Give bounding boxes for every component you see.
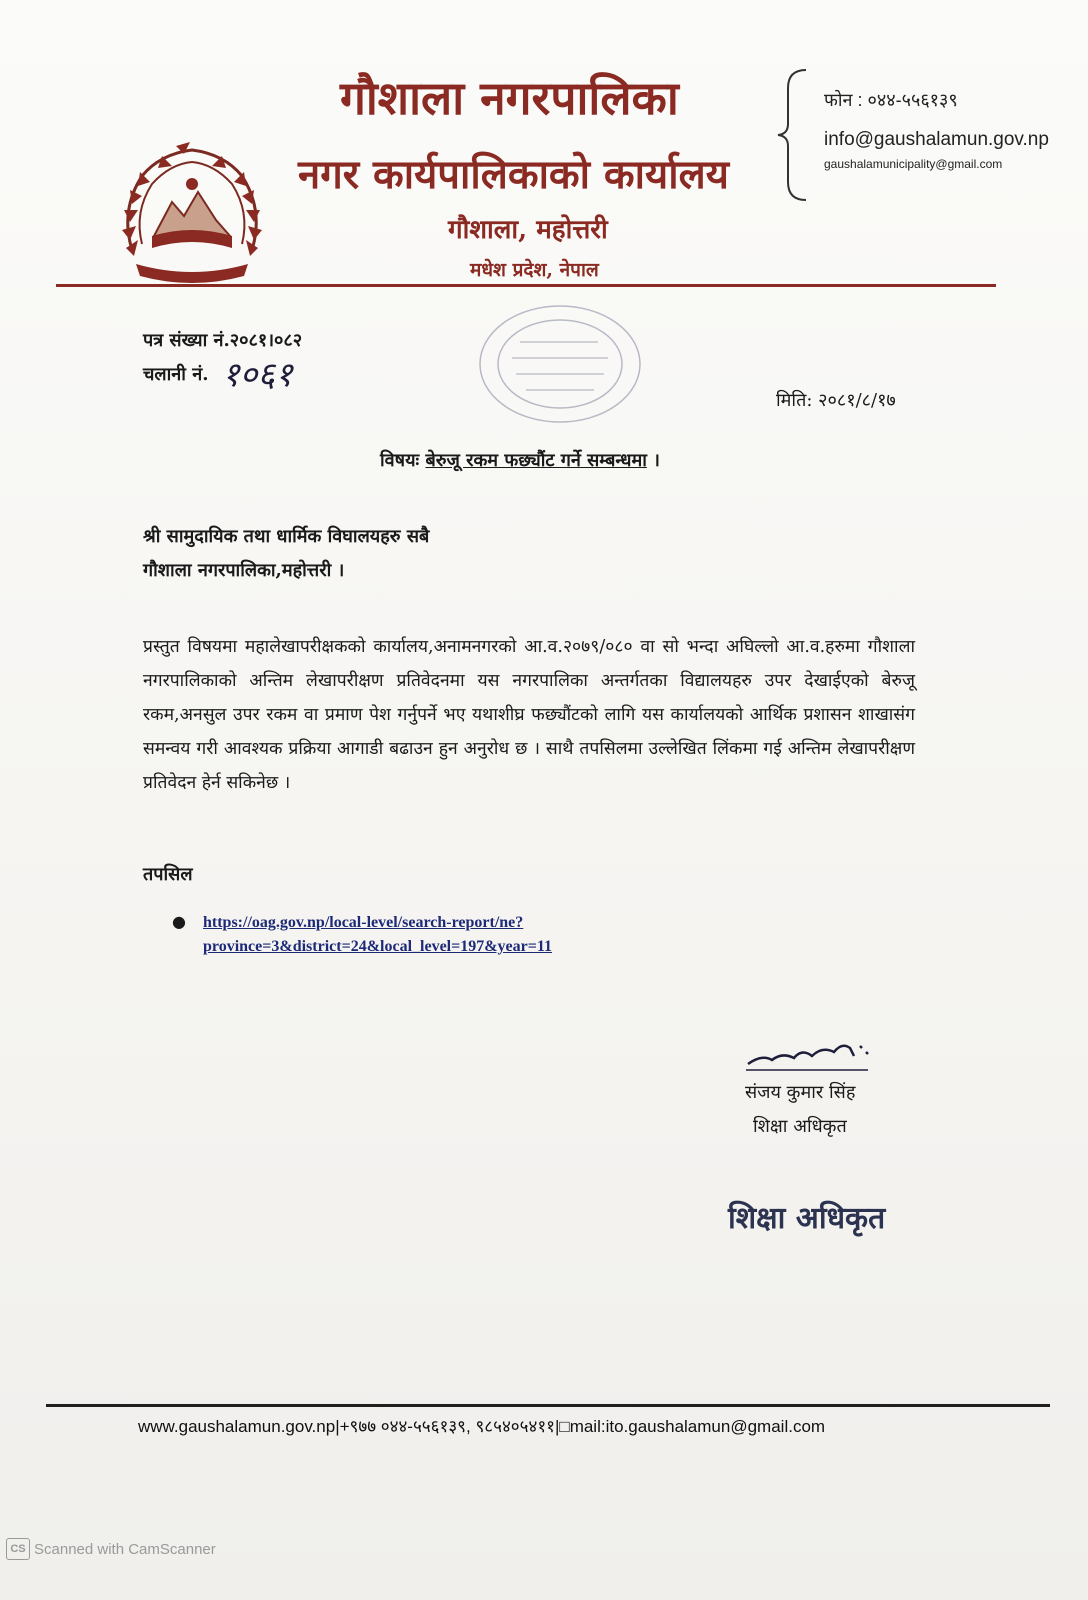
recipient-line-1: श्री सामुदायिक तथा धार्मिक विघालयहरु सबै — [143, 526, 430, 547]
designation-stamp: शिक्षा अधिकृत — [728, 1201, 886, 1236]
letter-body: प्रस्तुत विषयमा महालेखापरीक्षकको कार्यालय,अनामनगरको आ.व.२०७९/०८० वा सो भन्दा अघिल्लो आ.व.हरुमा गौशाला नगरपालिकाको अन्तिम लेखापरीक्षण प्रतिवेदनमा यस नगरपालिका अन्तर्गतका विद्यालयहरु उपर देखाईएको बेरुजू रकम,अनसुल उपर रकम वा प्रमाण पेश गर्नुपर्ने भए यथाशीघ्र फछ्यौंटको लागि यस कार्यालयको आर्थिक प्रशासन शाखासंग समन्वय गरी आवश्यक प्रक्रिया आगाडी बढाउन हुन अनुरोध छ । साथै तपसिलमा उल्लेखित लिंकमा गई अन्तिम लेखापरीक्षण प्रतिवेदन हेर्न सकिनेछ । — [143, 637, 915, 793]
brace-icon — [776, 68, 808, 202]
subject-label: विषयः — [380, 450, 420, 471]
phone-number: फोन : ०४४-५५६१३९ — [824, 90, 958, 110]
subject-text: बेरुजू रकम फछ्यौंट गर्ने सम्बन्धमा — [425, 450, 647, 471]
bullet-icon: ● — [172, 912, 186, 931]
dispatch-number: १०६१ — [222, 355, 293, 395]
subject-line — [380, 448, 660, 472]
office-location: गौशाला, महोत्तरी — [448, 215, 608, 245]
contact-block — [824, 88, 1074, 171]
municipality-name: गौशाला नगरपालिका — [340, 71, 679, 125]
header-divider — [56, 284, 996, 287]
audit-report-link[interactable]: https://oag.gov.np/local-level/search-report/ne?province=3&district=24&local_level=197&year=11 — [203, 914, 552, 955]
camscanner-logo-icon: CS — [6, 1538, 30, 1560]
footer-contact: www.gaushalamun.gov.np|+९७७ ०४४-५५६१३९, ९८५४०५४११|□mail:ito.gaushalamun@gmail.com — [138, 1417, 826, 1436]
nepal-emblem-icon — [112, 140, 272, 288]
letter-date: मिति: २०८१/८/१७ — [776, 390, 896, 411]
camscanner-label: Scanned with CamScanner — [34, 1540, 216, 1558]
primary-email: info@gaushalamun.gov.np — [824, 129, 1049, 150]
signature-icon — [742, 1034, 882, 1078]
signer-name: संजय कुमार सिंह — [745, 1082, 856, 1103]
office-stamp-icon — [468, 296, 652, 432]
signer-title: शिक्षा अधिकृत — [753, 1116, 847, 1137]
footer-divider — [46, 1404, 1050, 1407]
office-province: मधेश प्रदेश, नेपाल — [470, 259, 599, 281]
subject-end: । — [653, 450, 660, 471]
reference-number: पत्र संख्या नं.२०८१।०८२ — [143, 330, 303, 351]
recipient-line-2: गौशाला नगरपालिका,महोत्तरी । — [143, 560, 345, 581]
annex-heading: तपसिल — [143, 864, 193, 885]
camscanner-watermark — [6, 1538, 216, 1560]
office-name: नगर कार्यपालिकाको कार्यालय — [298, 151, 729, 198]
dispatch-label: चलानी नं. — [143, 364, 209, 385]
secondary-email: gaushalamunicipality@gmail.com — [824, 157, 1003, 171]
